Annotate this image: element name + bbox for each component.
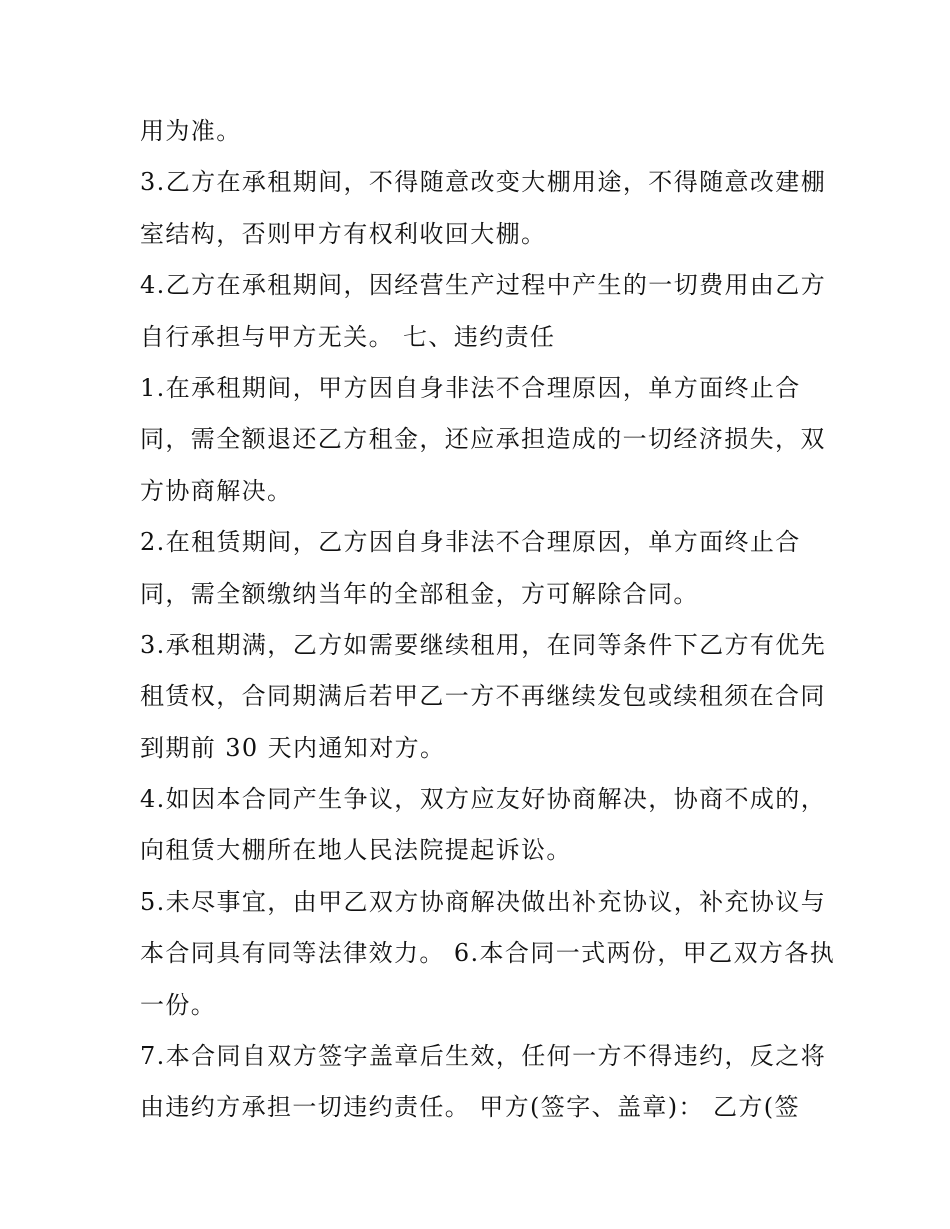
contract-text-body — [140, 106, 836, 1134]
text-line: 7.本合同自双方签字盖章后生效，任何一方不得违约，反之将 — [140, 1042, 827, 1071]
text-line: 同，需全额缴纳当年的全部租金，方可解除合同。 — [140, 579, 699, 608]
text-line: 2.在租赁期间，乙方因自身非法不合理原因，单方面终止合 — [140, 528, 801, 557]
text-line: 室结构，否则甲方有权利收回大棚。 — [140, 219, 547, 248]
text-line: 4.如因本合同产生争议，双方应友好协商解决，协商不成的， — [140, 785, 827, 814]
text-line: 5.未尽事宜，由甲乙双方协商解决做出补充协议，补充协议与 — [140, 887, 827, 916]
text-line: 4.乙方在承租期间，因经营生产过程中产生的一切费用由乙方 — [140, 271, 827, 300]
text-line: 租赁权，合同期满后若甲乙一方不再继续发包或续租须在合同 — [140, 682, 826, 711]
text-line: 方协商解决。 — [140, 476, 293, 505]
text-line: 3.乙方在承租期间，不得随意改变大棚用途，不得随意改建棚 — [140, 168, 827, 197]
text-line: 同，需全额退还乙方租金，还应承担造成的一切经济损失，双 — [140, 425, 826, 454]
text-line: 向租赁大棚所在地人民法院提起诉讼。 — [140, 836, 572, 865]
text-line: 由违约方承担一切违约责任。 甲方(签字、盖章)： 乙方(签 — [140, 1093, 800, 1122]
text-line: 自行承担与甲方无关。 七、违约责任 — [140, 322, 556, 351]
text-line: 1.在承租期间，甲方因自身非法不合理原因，单方面终止合 — [140, 373, 801, 402]
text-line: 到期前 30 天内通知对方。 — [140, 733, 446, 762]
text-line: 一份。 — [140, 990, 217, 1019]
text-line: 3.承租期满，乙方如需要继续租用，在同等条件下乙方有优先 — [140, 630, 827, 659]
text-line: 用为准。 — [140, 117, 242, 145]
text-line: 本合同具有同等法律效力。 6.本合同一式两份，甲乙双方各执 — [140, 939, 836, 968]
